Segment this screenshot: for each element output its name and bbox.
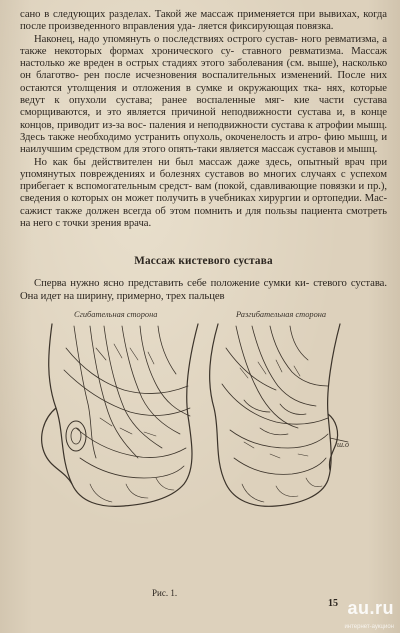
figure-side-label: ш.о (337, 439, 350, 449)
watermark-subtitle: интернет-аукцион (344, 624, 394, 630)
intro-paragraph (20, 277, 387, 302)
text-line: паления и неподвижности сустава к атрофии мышц. Здесь (20, 118, 387, 143)
text-line: Сперва нужно ясно представить себе положение сумки ки- (34, 277, 310, 290)
paragraph-1 (20, 8, 387, 33)
text-line: сано в следующих разделах. Такой же массаж применяется (20, 8, 295, 20)
wrist-anatomy-drawing (30, 308, 370, 518)
text-line: является массаж суставов и мышц. (219, 143, 378, 156)
text-line: Но как бы действителен ни был массаж даже здесь, опытный (34, 155, 339, 168)
watermark-logo: au.ru (347, 598, 394, 618)
text-line: фию мышц, и наилучшим средством для этого опять-таки (20, 130, 387, 156)
text-line: ставного ревматизма. Массаж настолько же вреден в острых (20, 44, 387, 70)
text-line: кие части сустава сморщиваются, и это является причиной (20, 94, 387, 119)
text-line: Наконец, надо упомянуть о последствиях острого сустав- (34, 32, 298, 45)
text-line: ного ревматизма, а также некоторых формах хронического су- (20, 32, 388, 57)
text-line: при вывихах, когда после произведенного вправления уда- (20, 8, 387, 33)
text-line: он может получить в учебниках хирургии и ортопедии. Мас- (111, 192, 387, 205)
text-line: ляется фиксирующая повязка. (197, 20, 334, 33)
flexor-side-drawing (42, 324, 198, 506)
text-line: многих случаях с успехом прибегает к вспомогательным средст- (20, 167, 387, 193)
wrist-anatomy-figure (30, 308, 370, 518)
text-line: нях, которые ведут к опухоли сустава; ранее воспаленные мяг- (20, 81, 387, 107)
paragraph-3 (20, 156, 387, 230)
text-line: рен после исчезновения воспалительных изменений. После них (83, 69, 388, 82)
flexor-side-label: Сгибательная сторона (74, 309, 158, 319)
text-line: также необходимо устранить опухоль, окоченелость и атро- (48, 130, 321, 143)
body-text (20, 8, 387, 229)
section-title: Массаж кистевого сустава (134, 255, 273, 268)
text-line: стевого сустава. Она идет на ширину, примерно, трех пальцев (20, 277, 387, 302)
text-line: стадиях этого заболевания (см. выше), насколько он благотво- (20, 57, 387, 82)
figure-caption: Рис. 1. (152, 588, 178, 598)
text-line: остаются утолщения и отложения в сумке и окружающих тка- (20, 81, 322, 94)
text-line: сажист также должен всегда об этом помнить и для пользы (20, 204, 298, 217)
text-line: вам (покой, сдавливающие повязки и пр.), сведения о которых (20, 180, 387, 205)
page-number: 15 (328, 598, 338, 609)
extensor-side-label: Разгибательная сторона (236, 309, 327, 319)
paragraph-2 (20, 33, 387, 156)
extensor-side-drawing (210, 324, 348, 506)
text-line: врач при упомянутых повреждениях и болезнях суставов во (20, 155, 388, 180)
text-line: неподвижности сустава и, в конце концов, приводит из-за вос- (20, 106, 387, 131)
text-line: пациента смотреть на него с точки зрения врача. (20, 204, 387, 230)
